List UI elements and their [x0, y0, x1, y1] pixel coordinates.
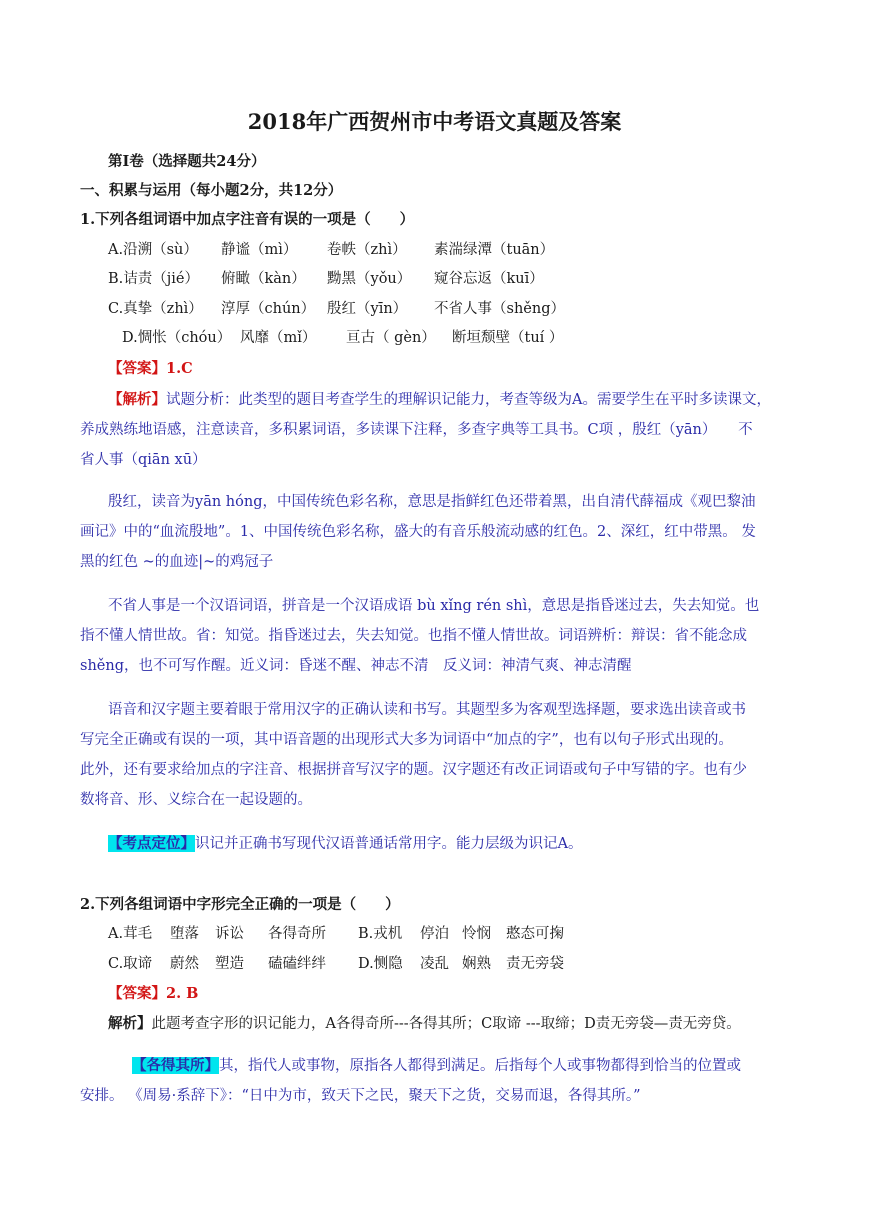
q2-definition-line-2: 安排。 《周易·系辞下》：“日中为市，致天下之民，聚天下之货，交易而退，各得其所。” — [80, 1088, 641, 1104]
q1-c-4: 不省人事（shěng） — [434, 301, 565, 317]
q1-option-a — [108, 240, 554, 260]
q1-para3-line-4: 数将音、形、义综合在一起设题的。 — [80, 792, 312, 808]
q1-d-1: D.惆怅（chóu） — [122, 330, 232, 346]
q1-para3-line-1: 语音和汉字题主要着眼于常用汉字的正确认读和书写。其题型多为客观型选择题，要求选出读音或书 — [108, 702, 746, 718]
q1-c-1: C.真挚（zhì） — [108, 301, 203, 317]
q1-d-4: 断垣颓壁（tuí ） — [452, 330, 564, 346]
answer-value: 2. B — [166, 985, 199, 1002]
q1-option-d — [122, 328, 563, 348]
part-heading: 第Ⅰ卷（选择题共24分） — [108, 153, 266, 170]
page-title: 2018年广西贺州市中考语文真题及答案 — [247, 109, 622, 134]
analysis-tag: 【解析】 — [108, 391, 166, 408]
q1-d-3: 亘古（ gèn） — [346, 330, 436, 346]
q1-stem: 1.下列各组词语中加点字注音有误的一项是（ ） — [80, 211, 415, 228]
q1-para3-line-2: 写完全正确或有误的一项，其中语音题的出现形式大多为词语中“加点的字”，也有以句子形式出现的。 — [80, 732, 733, 748]
q1-option-b — [108, 269, 544, 289]
q1-analysis-line-2: 养成熟练地语感，注意读音，多积累词语，多读课下注释，多查字典等工具书。C项 ，殷红（yān） 不 — [80, 422, 753, 438]
q1-a-3: 卷帙（zhì） — [327, 242, 407, 258]
answer-tag: 【答案】 — [108, 985, 166, 1002]
q1-b-3: 黝黑（yǒu） — [327, 271, 412, 287]
q2-row-2: C.取谛 蔚然 塑造 磕磕绊绊 D.恻隐 凌乱 娴熟 责无旁袋 — [108, 956, 564, 972]
q2-definition-line-1: 【各得其所】其，指代人或事物，原指各人都得到满足。后指每个人或事物都得到恰当的位置或 — [132, 1057, 741, 1074]
q1-a-4: 素湍绿潭（tuān） — [434, 242, 555, 258]
q1-c-2: 淳厚（chún） — [221, 301, 316, 317]
answer-tag: 【答案】 — [108, 360, 166, 377]
q1-para2-line-2: 指不懂人情世故。省：知觉。指昏迷过去，失去知觉。也指不懂人情世故。词语辨析：辩误：省不能念成 — [80, 628, 747, 644]
q1-para2-line-3: shěng，也不可写作醒。近义词：昏迷不醒、神志不清 反义词：神清气爽、神志清醒 — [80, 658, 632, 674]
q1-para1-line-3: 黑的红色 ~的血迹|~的鸡冠子 — [80, 554, 274, 570]
key-point-text: 识记并正确书写现代汉语普通话常用字。能力层级为识记A。 — [195, 836, 583, 852]
q1-a-1: A.沿溯（sù） — [108, 242, 198, 258]
q2-stem: 2.下列各组词语中字形完全正确的一项是（ ） — [80, 896, 400, 913]
q1-a-2: 静谧（mì） — [221, 242, 298, 258]
q2-row-1: A.茸毛 堕落 诉讼 各得奇所 B.戎机 停泊 怜悯 憨态可掬 — [108, 926, 564, 942]
analysis-tag: 解析】 — [108, 1015, 152, 1032]
answer-value: 1.C — [166, 360, 193, 377]
q1-key-point — [108, 834, 582, 854]
q2-answer — [108, 984, 198, 1004]
q1-d-2: 风靡（mǐ） — [240, 330, 317, 346]
q1-para1-line-1: 殷红，读音为yān hóng，中国传统色彩名称，意思是指鲜红色还带着黑，出自清代薛福成《观巴黎油 — [108, 494, 756, 510]
q1-para2-line-1: 不省人事是一个汉语词语，拼音是一个汉语成语 bù xǐng rén shì，意思是指昏迷过去，失去知觉。也 — [108, 598, 760, 614]
q1-option-c — [108, 299, 565, 319]
definition-tag: 【各得其所】 — [132, 1057, 219, 1074]
q1-analysis-line-1: 【解析】试题分析：此类型的题目考查学生的理解识记能力，考查等级为A。需要学生在平时多读课文， — [108, 391, 771, 408]
q1-analysis-line-3: 省人事（qiān xū） — [80, 452, 207, 468]
q1-b-1: B.诘责（jié） — [108, 271, 199, 287]
key-point-tag: 【考点定位】 — [108, 835, 195, 852]
q1-para1-line-2: 画记》中的“血流殷地”。1、中国传统色彩名称，盛大的有音乐般流动感的红色。2、深红，红中带黑。 发 — [80, 524, 756, 540]
q1-b-4: 窥谷忘返（kuī） — [434, 271, 544, 287]
q1-answer — [108, 359, 193, 379]
q2-analysis: 解析】此题考查字形的识记能力，A各得奇所---各得其所；C取谛 ---取缔；D责无旁袋—责无旁贷。 — [108, 1015, 741, 1032]
q1-c-3: 殷红（yīn） — [327, 301, 408, 317]
section-heading: 一、积累与运用（每小题2分，共12分） — [80, 182, 343, 199]
q1-b-2: 俯瞰（kàn） — [221, 271, 306, 287]
q1-para3-line-3: 此外，还有要求给加点的字注音、根据拼音写汉字的题。汉字题还有改正词语或句子中写错的字。也有少 — [80, 762, 747, 778]
